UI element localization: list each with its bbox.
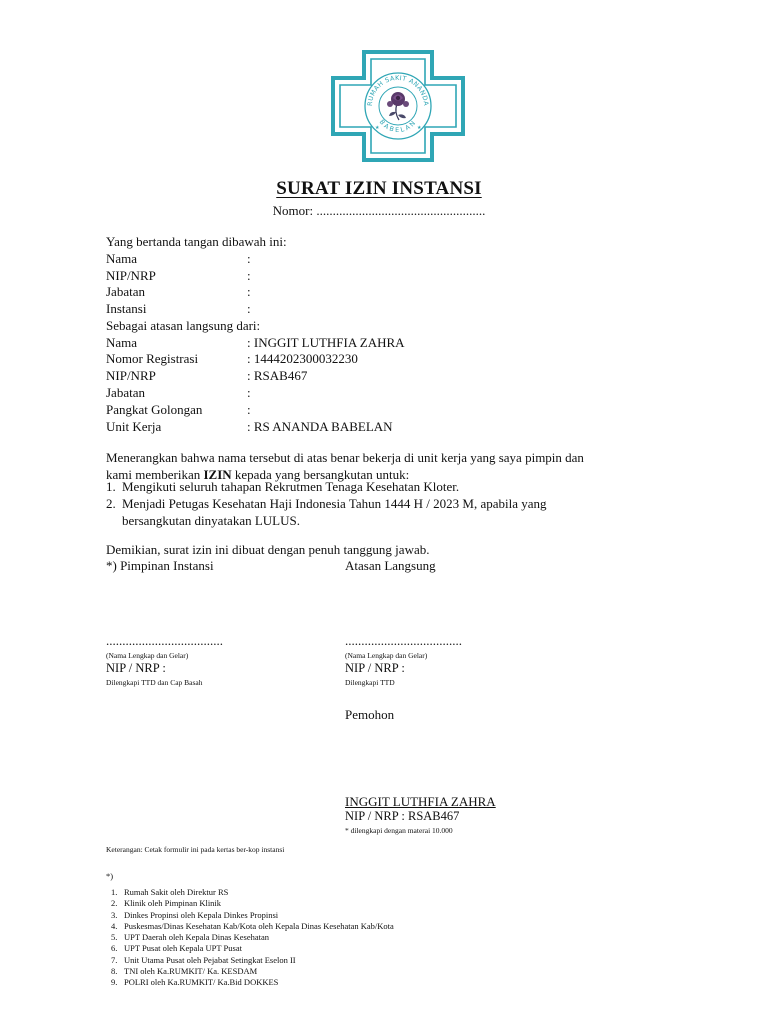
intro-text: Yang bertanda tangan dibawah ini: bbox=[106, 234, 287, 249]
supervisor-intro-text: Sebagai atasan langsung dari: bbox=[106, 318, 261, 333]
supervisor-name-hint: (Nama Lengkap dan Gelar) bbox=[345, 651, 428, 660]
document-title: SURAT IZIN INSTANSI bbox=[276, 178, 482, 199]
document-page: RUMAH SAKIT ANANDA BABELAN ★ ★ SURAT IZIN INSTANSI Nomor: .................................................... Yang bertanda tangan dibawah ini: Nama : NIP/NRP : Jabatan : Instansi : Sebagai atasan langsung dari: Nama : INGGIT LUTHFIA ZAHRA Nomor Registrasi : 1444202300032230 NIP/NRP : RSAB467 Jabatan : Pangkat Golongan : Unit Kerja : RS ANANDA BABELAN Menerangkan bahwa nama tersebut di atas benar bekerja di unit kerja yang saya pimpin dan kami memberikan IZIN kepada yang bersangkutan untuk: 1. Mengikuti seluruh tahapan Rekrutmen Tenaga Kesehatan Kloter. 2. Menjadi Petugas Kesehatan Haji Indonesia Tahun 1444 H / 2023 M, apabila yang bersangkutan dinyatakan LULUS. Demikian, surat izin ini dibuat dengan penuh tanggung jawab. *) Pimpinan Instansi .................................... (Nama Lengkap dan Gelar) NIP / NRP : Dilengkapi TTD dan Cap Basah Atasan Langsung .................................... (Nama Lengkap dan Gelar) NIP / NRP : Dilengkapi TTD Pemohon INGGIT LUTHFIA ZAHRA NIP / NRP : RSAB467 * dilengkapi dengan materai 10.000 Keterangan: Cetak formulir ini pada kertas ber-kop instansi *) 1. Rumah Sakit oleh Direktur RS 2. Klinik oleh Pimpinan Klinik 3. Dinkes Propinsi oleh Kepala Dinkes Propinsi 4. Puskesmas/Dinas Kesehatan Kab/Kota oleh Kepala Dinas Kesehatan Kab/Kota 5. UPT Daerah oleh Kepala Dinas Kesehatan 6. UPT Pusat oleh Kepala UPT Pusat 7. Unit Utama Pusat oleh Pejabat Setingkat Eselon II 8. TNI oleh Ka.RUMKIT/ Ka. KESDAM 9. POLRI oleh Ka.RUMKIT/ Ka.Bid DOKKES bbox=[0, 0, 768, 1024]
hospital-logo bbox=[331, 50, 465, 162]
logo-ring-bottom-text: BABELAN bbox=[377, 117, 419, 135]
applicant-heading: Pemohon bbox=[345, 707, 395, 722]
list-item: 8. TNI oleh Ka.RUMKIT/ Ka. KESDAM bbox=[111, 966, 258, 977]
supervisor-signature-heading: Atasan Langsung bbox=[345, 558, 436, 573]
leader-nip: NIP / NRP : bbox=[106, 661, 166, 675]
svg-text:★: ★ bbox=[417, 125, 422, 131]
izin-bold-text: IZIN bbox=[203, 467, 232, 482]
logo-ring-top-text: RUMAH SAKIT ANANDA bbox=[365, 73, 431, 107]
list-item: 4. Puskesmas/Dinas Kesehatan Kab/Kota oleh Kepala Dinas Kesehatan Kab/Kota bbox=[111, 920, 394, 931]
supervisor-signature-line: .................................... bbox=[345, 633, 462, 648]
leader-note: Dilengkapi TTD dan Cap Basah bbox=[106, 678, 203, 687]
permission-item-1: 1. Mengikuti seluruh tahapan Rekrutmen Tenaga Kesehatan Kloter. bbox=[106, 479, 460, 494]
applicant-stamp-note: * dilengkapi dengan materai 10.000 bbox=[345, 826, 453, 835]
supervisor-note: Dilengkapi TTD bbox=[345, 678, 395, 687]
permission-item-2: 2. Menjadi Petugas Kesehatan Haji Indonesia Tahun 1444 H / 2023 M, apabila yang bersangkutan dinyatakan LULUS. bbox=[106, 496, 547, 528]
list-item: 3. Dinkes Propinsi oleh Kepala Dinkes Propinsi bbox=[111, 909, 279, 920]
document-number: Nomor: .................................................... bbox=[272, 203, 486, 218]
print-instruction: Keterangan: Cetak formulir ini pada kertas ber-kop instansi bbox=[106, 845, 285, 854]
applicant-nip: NIP / NRP : RSAB467 bbox=[345, 809, 460, 823]
list-item: 2. Klinik oleh Pimpinan Klinik bbox=[111, 898, 222, 909]
applicant-name: INGGIT LUTHFIA ZAHRA bbox=[345, 794, 496, 809]
supervisor-nip: NIP / NRP : bbox=[345, 661, 405, 675]
leader-name-hint: (Nama Lengkap dan Gelar) bbox=[106, 651, 189, 660]
list-item: 6. UPT Pusat oleh Kepala UPT Pusat bbox=[111, 943, 242, 954]
list-item: 7. Unit Utama Pusat oleh Pejabat Setingkat Eselon II bbox=[111, 954, 296, 965]
list-item: 5. UPT Daerah oleh Kepala Dinas Kesehatan bbox=[111, 932, 269, 943]
leader-signature-line: .................................... bbox=[106, 633, 223, 648]
signatory-notes-list bbox=[111, 887, 394, 989]
closing-text: Demikian, surat izin ini dibuat dengan penuh tanggung jawab. bbox=[106, 542, 430, 557]
footnote-mark: *) bbox=[106, 871, 114, 881]
list-item: 9. POLRI oleh Ka.RUMKIT/ Ka.Bid DOKKES bbox=[111, 977, 279, 988]
leader-signature-heading: *) Pimpinan Instansi bbox=[106, 558, 214, 573]
cross-logo-icon bbox=[331, 50, 465, 162]
svg-text:★: ★ bbox=[375, 125, 380, 131]
list-item: 1. Rumah Sakit oleh Direktur RS bbox=[111, 887, 229, 897]
statement-paragraph: Menerangkan bahwa nama tersebut di atas benar bekerja di unit kerja yang saya pimpin dan kami memberikan IZIN kepada yang bersangkutan untuk: bbox=[106, 450, 584, 482]
